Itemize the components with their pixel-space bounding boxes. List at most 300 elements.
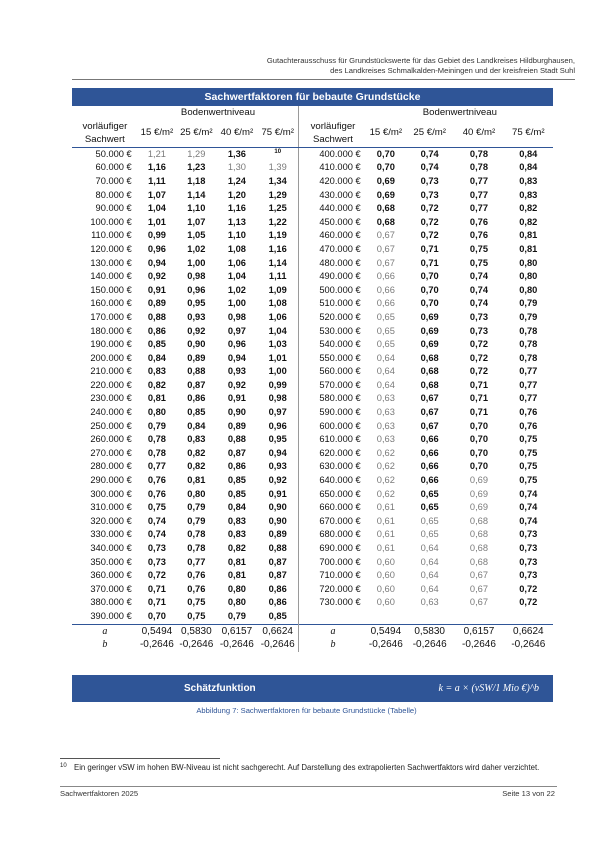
vorlaeufiger-sachwert-left: 180.000 € <box>90 325 132 336</box>
vorlaeufiger-sachwert-left: 320.000 € <box>90 515 132 526</box>
sachwertfaktor-cell: 1,23 <box>187 162 206 173</box>
sachwertfaktor-cell: 0,78 <box>519 339 538 350</box>
col-header-bw-15-right: 15 €/m² <box>367 120 405 148</box>
col-header-bw-40-right: 40 €/m² <box>454 120 503 148</box>
sachwertfaktor-cell: 0,80 <box>227 597 246 608</box>
param-b-value: -0,2646 <box>139 639 174 651</box>
sachwertfaktor-cell: 0,98 <box>227 311 246 322</box>
sachwertfaktor-cell: 0,70 <box>469 420 489 431</box>
col-header-vs-right: vorläufiger Sachwert <box>299 120 367 148</box>
sachwertfaktor-cell: 0,71 <box>420 257 439 268</box>
sachwertfaktor-cell: 0,91 <box>147 284 166 295</box>
sachwertfaktor-cell: 0,62 <box>376 447 395 458</box>
sachwertfaktor-cell: 0,74 <box>420 148 439 159</box>
table-row <box>72 216 553 230</box>
sachwertfaktor-cell: 0,73 <box>469 311 489 322</box>
sachwertfaktor-cell: 0,84 <box>187 420 206 431</box>
sachwertfaktor-cell: 0,74 <box>469 271 489 282</box>
vorlaeufiger-sachwert-right: 530.000 € <box>299 325 367 339</box>
vorlaeufiger-sachwert-right: 640.000 € <box>299 474 367 488</box>
vorlaeufiger-sachwert-right: 520.000 € <box>299 311 367 325</box>
sachwertfaktor-cell: 0,79 <box>519 311 538 322</box>
table-row <box>72 365 553 379</box>
param-a-value: 0,5830 <box>405 624 454 638</box>
table-row <box>72 406 553 420</box>
param-a-value: 0,6624 <box>504 624 553 638</box>
col-header-vs-left: vorläufiger Sachwert <box>72 120 138 148</box>
table-row <box>72 596 553 610</box>
sachwertfaktor-cell: 0,67 <box>420 393 439 404</box>
vorlaeufiger-sachwert-left: 120.000 € <box>90 243 132 254</box>
table-row <box>72 556 553 570</box>
sachwertfaktor-cell: 1,00 <box>227 298 246 309</box>
sachwertfaktor-cell: 0,69 <box>420 339 439 350</box>
group-label-left: Bodenwertniveau <box>180 107 256 118</box>
sachwertfaktor-cell: 0,81 <box>519 243 538 254</box>
sachwertfaktor-cell <box>257 147 299 161</box>
sachwertfaktor-cell: 0,65 <box>376 325 395 336</box>
col-header-bw-40: 40 €/m² <box>217 120 258 148</box>
sachwertfaktor-cell: 0,66 <box>420 461 439 472</box>
table-row <box>72 583 553 597</box>
sachwertfaktor-cell: 0,70 <box>420 271 439 282</box>
sachwertfaktor-cell: 0,68 <box>420 352 439 363</box>
table-row <box>72 147 553 161</box>
sachwertfaktor-cell: 0,91 <box>268 488 287 499</box>
sachwertfaktor-cell: 0,68 <box>469 515 489 526</box>
vorlaeufiger-sachwert-left: 200.000 € <box>90 352 132 363</box>
sachwertfaktor-cell: 0,87 <box>268 556 287 567</box>
sachwertfaktor-cell: 0,82 <box>519 203 538 214</box>
table-row <box>72 311 553 325</box>
sachwertfaktor-cell: 0,78 <box>519 352 538 363</box>
vorlaeufiger-sachwert-left: 330.000 € <box>90 529 132 540</box>
param-a-value: 0,5830 <box>176 624 217 638</box>
table-row <box>72 447 553 461</box>
sachwertfaktor-cell: 0,66 <box>420 447 439 458</box>
sachwertfaktor-cell: 1,39 <box>268 162 287 173</box>
vorlaeufiger-sachwert-left: 390.000 € <box>90 610 132 621</box>
table-row <box>72 284 553 298</box>
sachwertfaktor-cell: 0,85 <box>227 475 246 486</box>
sachwertfaktor-cell: 0,79 <box>187 515 206 526</box>
col-header-bw-25-right: 25 €/m² <box>405 120 454 148</box>
sachwertfaktor-cell: 0,94 <box>268 447 287 458</box>
sachwertfaktor-cell: 0,78 <box>519 325 538 336</box>
sachwertfaktor-cell: 1,14 <box>268 257 287 268</box>
sachwertfaktor-cell: 0,97 <box>268 407 287 418</box>
vorlaeufiger-sachwert-left: 130.000 € <box>90 257 132 268</box>
sachwertfaktor-cell: 0,74 <box>147 515 166 526</box>
col-header-bw-15: 15 €/m² <box>138 120 176 148</box>
sachwertfaktor-cell: 1,18 <box>187 175 206 186</box>
sachwertfaktor-cell: 0,87 <box>268 570 287 581</box>
sachwertfaktor-cell: 0,60 <box>376 556 395 567</box>
sachwertfaktor-cell: 0,74 <box>147 529 166 540</box>
vorlaeufiger-sachwert-right: 680.000 € <box>299 528 367 542</box>
sachwertfaktor-cell: 1,20 <box>227 189 246 200</box>
table-row <box>72 610 553 624</box>
vorlaeufiger-sachwert-right: 590.000 € <box>299 406 367 420</box>
vorlaeufiger-sachwert-left: 160.000 € <box>90 298 132 309</box>
sachwertfaktor-cell: 0,70 <box>420 284 439 295</box>
sachwertfaktor-cell: 0,81 <box>187 475 206 486</box>
sachwertfaktor-cell: 0,84 <box>519 162 538 173</box>
sachwertfaktor-cell: 0,68 <box>469 529 489 540</box>
sachwertfaktor-cell: 0,67 <box>420 420 439 431</box>
page-footer-rule <box>60 786 557 787</box>
sachwertfaktor-cell: 0,72 <box>420 216 439 227</box>
sachwertfaktor-cell: 1,01 <box>268 352 287 363</box>
estimation-function-bar <box>72 675 553 702</box>
sachwertfaktor-cell: 0,64 <box>420 543 439 553</box>
vorlaeufiger-sachwert-right: 580.000 € <box>299 392 367 406</box>
param-b-value: -0,2646 <box>219 639 254 651</box>
col-header-bw-75-right: 75 €/m² <box>504 120 553 148</box>
sachwertfaktor-cell: 1,10 <box>187 203 206 214</box>
sachwertfaktor-cell: 0,79 <box>187 502 206 513</box>
sachwertfaktor-cell: 0,83 <box>519 175 538 186</box>
param-b-value: -0,2646 <box>368 639 403 651</box>
sachwertfaktor-cell: 0,72 <box>420 203 439 214</box>
table-row <box>72 474 553 488</box>
sachwertfaktor-cell: 0,65 <box>420 488 439 499</box>
vorlaeufiger-sachwert-left: 290.000 € <box>90 475 132 486</box>
sachwertfaktor-cell: 0,92 <box>187 325 206 336</box>
vorlaeufiger-sachwert-left: 340.000 € <box>90 543 132 553</box>
sachwertfaktor-cell: 1,11 <box>268 271 287 282</box>
vorlaeufiger-sachwert-right: 630.000 € <box>299 460 367 474</box>
sachwertfaktor-cell: 1,08 <box>227 243 246 254</box>
sachwertfaktor-cell: 0,69 <box>376 175 395 186</box>
sachwertfaktor-cell: 0,76 <box>187 583 206 594</box>
param-b-value: -0,2646 <box>179 639 214 651</box>
sachwertfaktor-cell: 1,05 <box>187 230 206 241</box>
table-row <box>72 243 553 257</box>
vorlaeufiger-sachwert-left: 90.000 € <box>95 203 132 214</box>
sachwertfaktor-cell: 0,71 <box>147 597 166 608</box>
sachwertfaktor-cell: 0,73 <box>519 570 538 581</box>
sachwertfaktor-cell: 0,78 <box>469 162 489 173</box>
sachwertfaktor-cell: 0,72 <box>420 230 439 241</box>
sachwertfaktor-cell: 0,64 <box>376 352 395 363</box>
param-b-value: -0,2646 <box>462 639 496 651</box>
sachwertfaktor-cell: 0,66 <box>376 284 395 295</box>
group-label-right: Bodenwertniveau <box>422 107 497 118</box>
table-row <box>72 229 553 243</box>
sachwertfaktor-cell: 0,64 <box>420 583 439 594</box>
sachwertfaktor-cell: 0,72 <box>519 597 538 608</box>
vorlaeufiger-sachwert-left: 230.000 € <box>90 393 132 404</box>
sachwertfaktor-cell: 1,36 <box>227 148 246 159</box>
vorlaeufiger-sachwert-left: 350.000 € <box>90 556 132 567</box>
sachwertfaktor-cell: 0,80 <box>147 407 166 418</box>
sachwertfaktor-cell: 0,71 <box>420 243 439 254</box>
sachwertfaktor-cell: 0,75 <box>187 597 206 608</box>
vorlaeufiger-sachwert-right: 720.000 € <box>299 583 367 597</box>
sachwertfaktor-cell: 0,80 <box>519 257 538 268</box>
sachwertfaktor-cell: 0,86 <box>268 597 287 608</box>
sachwertfaktor-cell: 1,01 <box>147 216 166 227</box>
sachwertfaktor-cell: 0,66 <box>376 298 395 309</box>
param-b-row <box>72 638 553 652</box>
sachwertfaktor-cell: 0,94 <box>147 257 166 268</box>
vorlaeufiger-sachwert-right: 410.000 € <box>299 161 367 175</box>
sachwertfaktor-cell: 1,04 <box>268 325 287 336</box>
page-header <box>267 56 575 76</box>
sachwertfaktor-cell: 0,63 <box>376 407 395 418</box>
sachwertfaktor-cell: 0,74 <box>519 488 538 499</box>
sachwertfaktor-cell: 0,94 <box>227 352 246 363</box>
table-row <box>72 488 553 502</box>
vorlaeufiger-sachwert-right: 500.000 € <box>299 284 367 298</box>
sachwertfaktor-cell: 0,83 <box>147 366 166 377</box>
vorlaeufiger-sachwert-right: 440.000 € <box>299 202 367 216</box>
sachwertfaktor-cell: 0,96 <box>147 243 166 254</box>
sachwertfaktor-cell: 0,71 <box>147 583 166 594</box>
vorlaeufiger-sachwert-right: 490.000 € <box>299 270 367 284</box>
sachwertfaktor-cell: 1,07 <box>187 216 206 227</box>
vorlaeufiger-sachwert-left: 240.000 € <box>90 407 132 418</box>
sachwertfaktor-cell: 1,22 <box>268 216 287 227</box>
sachwertfaktor-cell: 0,70 <box>376 148 395 159</box>
table-title: Sachwertfaktoren für bebaute Grundstücke <box>72 88 553 106</box>
sachwertfaktor-cell: 0,63 <box>420 597 439 608</box>
vorlaeufiger-sachwert-right: 550.000 € <box>299 352 367 366</box>
vorlaeufiger-sachwert-right <box>299 610 367 624</box>
sachwertfaktor-cell: 0,73 <box>147 543 166 553</box>
sachwertfaktor-cell: 0,65 <box>376 339 395 350</box>
column-header-row <box>72 120 553 148</box>
estimation-formula: k = a × (vSW/1 Mio €)^b <box>438 683 539 694</box>
vorlaeufiger-sachwert-left: 50.000 € <box>95 148 132 159</box>
vorlaeufiger-sachwert-right: 620.000 € <box>299 447 367 461</box>
sachwertfaktor-cell: 0,64 <box>420 570 439 581</box>
sachwertfaktor-cell: 0,88 <box>268 543 287 553</box>
sachwertfaktor-cell: 1,16 <box>147 162 166 173</box>
sachwertfaktor-cell: 0,77 <box>469 175 489 186</box>
sachwertfaktor-cell: 0,77 <box>469 189 489 200</box>
sachwertfaktor-cell: 1,34 <box>268 175 287 186</box>
sachwertfaktor-cell: 0,78 <box>147 447 166 458</box>
estimation-function-label: Schätzfunktion <box>184 683 256 694</box>
sachwertfaktor-cell: 0,73 <box>519 529 538 540</box>
sachwertfaktor-cell: 0,76 <box>469 230 489 241</box>
sachwertfaktor-cell: 1,10 <box>227 230 246 241</box>
vorlaeufiger-sachwert-right: 730.000 € <box>299 596 367 610</box>
param-a-value: 0,6624 <box>257 624 299 638</box>
sachwertfaktor-cell: 1,09 <box>268 284 287 295</box>
vorlaeufiger-sachwert-left: 100.000 € <box>90 216 132 227</box>
table-row <box>72 460 553 474</box>
sachwertfaktor-cell: 1,16 <box>227 203 246 214</box>
sachwertfaktor-cell: 0,92 <box>268 475 287 486</box>
sachwertfaktor-cell: 0,72 <box>147 570 166 581</box>
sachwertfaktor-cell: 0,87 <box>187 379 206 390</box>
sachwertfaktor-cell: 0,89 <box>268 529 287 540</box>
sachwertfaktor-cell: 1,06 <box>268 311 287 322</box>
sachwertfaktor-cell: 1,21 <box>147 148 166 159</box>
sachwertfaktor-cell: 0,75 <box>469 257 489 268</box>
vorlaeufiger-sachwert-left: 310.000 € <box>90 502 132 513</box>
sachwertfaktor-cell: 0,85 <box>187 407 206 418</box>
sachwertfaktor-cell: 0,81 <box>227 570 246 581</box>
sachwertfaktor-cell: 0,66 <box>420 475 439 486</box>
sachwertfaktor-cell: 0,64 <box>420 556 439 567</box>
param-b-value: -0,2646 <box>412 639 447 651</box>
vorlaeufiger-sachwert-left: 370.000 € <box>90 583 132 594</box>
table-row <box>72 297 553 311</box>
sachwertfaktor-cell: 0,83 <box>227 529 246 540</box>
vorlaeufiger-sachwert-left: 220.000 € <box>90 379 132 390</box>
sachwertfaktor-cell: 0,82 <box>147 379 166 390</box>
sachwertfaktor-cell: 0,75 <box>469 243 489 254</box>
sachwertfaktor-cell: 0,83 <box>227 515 246 526</box>
sachwertfaktor-cell: 0,71 <box>469 407 489 418</box>
sachwertfaktor-cell: 0,69 <box>376 189 395 200</box>
sachwertfaktor-cell: 0,74 <box>420 162 439 173</box>
sachwertfaktor-cell: 0,81 <box>227 556 246 567</box>
table-row <box>72 528 553 542</box>
sachwertfaktor-cell: 0,78 <box>147 434 166 445</box>
sachwertfaktor-cell: 1,06 <box>227 257 246 268</box>
sachwertfaktor-cell: 0,72 <box>469 366 489 377</box>
vorlaeufiger-sachwert-left: 270.000 € <box>90 447 132 458</box>
sachwertfaktor-cell: 0,73 <box>147 556 166 567</box>
sachwertfaktor-cell: 0,69 <box>469 475 489 486</box>
vorlaeufiger-sachwert-right: 510.000 € <box>299 297 367 311</box>
sachwertfaktor-cell: 0,76 <box>469 216 489 227</box>
sachwertfaktor-cell: 0,92 <box>227 379 246 390</box>
sachwertfaktor-cell: 0,90 <box>187 339 206 350</box>
sachwertfaktor-cell: 0,99 <box>147 230 166 241</box>
sachwertfaktor-cell: 0,86 <box>268 583 287 594</box>
sachwertfaktor-cell: 0,82 <box>519 216 538 227</box>
sachwertfaktor-cell: 1,29 <box>268 189 287 200</box>
sachwertfaktor-cell: 0,91 <box>227 393 246 404</box>
sachwertfaktor-cell: 0,75 <box>519 447 538 458</box>
footnote <box>60 763 560 774</box>
sachwertfaktor-cell: 0,78 <box>187 543 206 553</box>
sachwertfaktor-cell: 0,79 <box>519 298 538 309</box>
sachwertfaktor-cell: 0,67 <box>469 597 489 608</box>
sachwertfaktor-cell: 0,67 <box>376 230 395 241</box>
sachwertfaktor-cell: 0,85 <box>147 339 166 350</box>
vorlaeufiger-sachwert-right: 560.000 € <box>299 365 367 379</box>
sachwertfaktor-cell: 0,63 <box>376 420 395 431</box>
sachwertfaktor-cell: 0,98 <box>187 271 206 282</box>
table-row <box>72 325 553 339</box>
param-a-value: 0,6157 <box>217 624 258 638</box>
sachwertfaktor-cell: 0,72 <box>519 583 538 594</box>
sachwertfaktor-cell: 0,68 <box>469 556 489 567</box>
table-row <box>72 420 553 434</box>
sachwertfaktor-cell: 0,96 <box>187 284 206 295</box>
parameter-rows <box>72 624 553 652</box>
param-a-label: a <box>72 624 138 638</box>
sachwertfaktor-cell: 0,89 <box>147 298 166 309</box>
sachwertfaktor-cell: 0,77 <box>469 203 489 214</box>
sachwertfaktor-cell: 0,73 <box>420 175 439 186</box>
vorlaeufiger-sachwert-right: 690.000 € <box>299 542 367 556</box>
sachwertfaktor-cell: 0,60 <box>376 597 395 608</box>
sachwertfaktor-cell: 0,73 <box>519 556 538 567</box>
vorlaeufiger-sachwert-right: 470.000 € <box>299 243 367 257</box>
sachwertfaktor-cell: 0,90 <box>268 515 287 526</box>
sachwertfaktor-cell: 0,75 <box>519 475 538 486</box>
sachwertfaktor-cell: 0,88 <box>187 366 206 377</box>
sachwertfaktor-cell: 0,62 <box>376 475 395 486</box>
header-line-2: des Landkreises Schmalkalden-Meiningen und der kreisfreien Stadt Suhl <box>330 66 575 75</box>
sachwertfaktor-cell: 0,66 <box>420 434 439 445</box>
vorlaeufiger-sachwert-right: 650.000 € <box>299 488 367 502</box>
sachwertfaktor-cell: 0,96 <box>227 339 246 350</box>
sachwertfaktor-cell: 0,88 <box>227 434 246 445</box>
sachwertfaktor-cell: 0,77 <box>147 461 166 472</box>
vorlaeufiger-sachwert-left: 80.000 € <box>95 189 132 200</box>
sachwertfaktor-cell: 0,85 <box>268 610 287 621</box>
sachwertfaktor-cell: 0,67 <box>469 583 489 594</box>
sachwertfaktor-cell: 0,85 <box>227 488 246 499</box>
sachwertfaktor-cell: 0,70 <box>147 610 166 621</box>
sachwertfaktor-cell: 0,64 <box>376 379 395 390</box>
sachwertfaktor-cell: 0,73 <box>420 189 439 200</box>
sachwertfaktor-cell: 0,75 <box>519 461 538 472</box>
sachwertfaktor-cell: 0,77 <box>519 393 538 404</box>
sachwertfaktor-cell: 0,63 <box>376 393 395 404</box>
sachwertfaktor-cell: 0,68 <box>376 216 395 227</box>
sachwertfaktor-cell: 0,73 <box>469 325 489 336</box>
col-header-bw-75: 75 €/m² <box>257 120 299 148</box>
sachwertfaktor-cell <box>504 610 553 624</box>
footnote-rule <box>60 758 220 759</box>
sachwertfaktor-cell: 0,63 <box>376 434 395 445</box>
table-row <box>72 175 553 189</box>
sachwertfaktor-cell: 0,76 <box>147 475 166 486</box>
table-body <box>72 147 553 624</box>
sachwertfaktor-cell: 1,03 <box>268 339 287 350</box>
vorlaeufiger-sachwert-left: 300.000 € <box>90 488 132 499</box>
sachwertfaktor-cell: 0,80 <box>519 284 538 295</box>
sachwertfaktor-cell: 0,95 <box>187 298 206 309</box>
header-rule <box>72 79 575 80</box>
sachwertfaktor-cell: 0,92 <box>147 271 166 282</box>
sachwertfaktor-cell: 1,25 <box>268 203 287 214</box>
param-b-label-right: b <box>299 638 367 652</box>
sachwertfaktor-cell: 0,67 <box>469 570 489 581</box>
sachwertfaktor-cell: 1,30 <box>227 162 246 173</box>
sachwertfaktor-cell <box>367 610 405 624</box>
vorlaeufiger-sachwert-left: 110.000 € <box>91 230 132 241</box>
sachwertfaktor-cell: 1,00 <box>187 257 206 268</box>
sachwertfaktor-cell: 1,29 <box>187 148 206 159</box>
sachwertfaktor-cell: 0,82 <box>227 543 246 553</box>
sachwertfaktor-cell: 0,86 <box>187 393 206 404</box>
sachwertfaktor-cell: 0,67 <box>376 257 395 268</box>
sachwertfaktor-cell: 0,76 <box>147 488 166 499</box>
vorlaeufiger-sachwert-right: 660.000 € <box>299 501 367 515</box>
vorlaeufiger-sachwert-left: 140.000 € <box>90 271 132 282</box>
vorlaeufiger-sachwert-left: 150.000 € <box>90 284 132 295</box>
page-footer-title: Sachwertfaktoren 2025 <box>60 789 139 798</box>
sachwertfaktor-cell: 0,75 <box>187 610 206 621</box>
vorlaeufiger-sachwert-left: 260.000 € <box>90 434 132 445</box>
sachwertfaktor-cell: 0,68 <box>420 366 439 377</box>
param-a-value: 0,5494 <box>138 624 176 638</box>
vorlaeufiger-sachwert-right: 400.000 € <box>299 147 367 161</box>
group-header-row <box>72 106 553 120</box>
sachwertfaktor-cell: 0,97 <box>227 325 246 336</box>
